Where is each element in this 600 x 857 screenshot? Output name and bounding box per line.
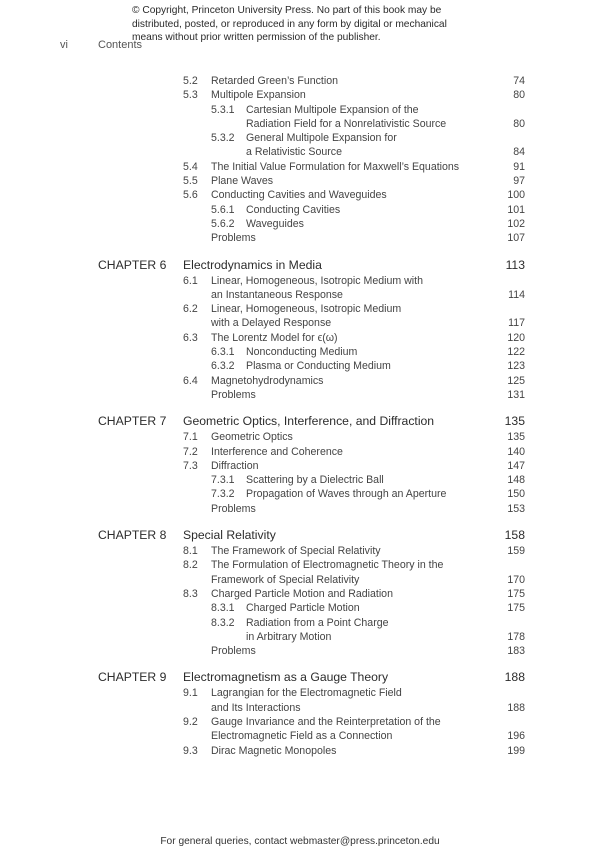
toc-entry-8-3-2[interactable]: 8.3.2 Radiation from a Point Charge — [211, 616, 389, 629]
toc-entry-5-3-1[interactable]: 5.3.1 Cartesian Multipole Expansion of the — [211, 103, 419, 116]
toc-entry-8-2[interactable]: 8.2 The Formulation of Electromagnetic Theory in the — [183, 559, 444, 572]
toc-entry-7-3[interactable]: 7.3 Diffraction 147 — [183, 459, 525, 472]
chapter-page: 158 — [504, 528, 525, 543]
toc-entry-9-1[interactable]: 9.1 Lagrangian for the Electromagnetic Field — [183, 687, 402, 700]
chapter-title: Electrodynamics in Media — [183, 257, 322, 272]
chapter-label: CHAPTER 9 — [98, 670, 167, 685]
toc-entry-6-3-1[interactable]: 6.3.1 Nonconducting Medium 122 — [211, 346, 525, 359]
toc-entry-5-3-1-cont[interactable]: Radiation Field for a Nonrelativistic Source 80 — [246, 117, 525, 130]
toc-entry-5-problems[interactable]: Problems 107 — [211, 232, 525, 245]
toc-entry-6-3-2[interactable]: 6.3.2 Plasma or Conducting Medium 123 — [211, 360, 525, 373]
toc-entry-6-3[interactable]: 6.3 The Lorentz Model for ϵ(ω) 120 — [183, 331, 525, 344]
toc-entry-6-1[interactable]: 6.1 Linear, Homogeneous, Isotropic Medium with — [183, 274, 423, 287]
toc-entry-5-6-1[interactable]: 5.6.1 Conducting Cavities 101 — [211, 203, 525, 216]
toc-entry-9-3[interactable]: 9.3 Dirac Magnetic Monopoles 199 — [183, 744, 525, 757]
toc-chapter-6[interactable] — [0, 257, 600, 274]
copyright-line: distributed, posted, or reproduced in any form by digital or mechanical — [132, 18, 447, 30]
toc-entry-5-6-2[interactable]: 5.6.2 Waveguides 102 — [211, 217, 525, 230]
toc-entry-6-4[interactable]: 6.4 Magnetohydrodynamics 125 — [183, 374, 525, 387]
toc-entry-9-2[interactable]: 9.2 Gauge Invariance and the Reinterpretation of the — [183, 715, 441, 728]
table-of-contents — [0, 74, 600, 758]
chapter-page: 135 — [504, 414, 525, 429]
toc-entry-8-2-cont[interactable]: Framework of Special Relativity 170 — [211, 573, 525, 586]
page-folio: vi — [60, 39, 68, 51]
toc-entry-8-problems[interactable]: Problems 183 — [211, 645, 525, 658]
toc-entry-7-1[interactable]: 7.1 Geometric Optics 135 — [183, 431, 525, 444]
chapter-page: 113 — [505, 257, 525, 272]
toc-entry-5-6[interactable]: 5.6 Conducting Cavities and Waveguides 100 — [183, 189, 525, 202]
chapter-label: CHAPTER 8 — [98, 528, 167, 543]
chapter-label: CHAPTER 6 — [98, 257, 167, 272]
running-head-title: Contents — [98, 39, 143, 51]
chapter-title: Electromagnetism as a Gauge Theory — [183, 670, 389, 685]
toc-entry-6-problems[interactable]: Problems 131 — [211, 388, 525, 401]
chapter-title: Geometric Optics, Interference, and Diffraction — [183, 414, 435, 429]
toc-entry-8-1[interactable]: 8.1 The Framework of Special Relativity 159 — [183, 545, 525, 558]
toc-entry-8-3[interactable]: 8.3 Charged Particle Motion and Radiation 175 — [183, 587, 525, 600]
footer-contact: For general queries, contact webmaster@press.princeton.edu — [160, 836, 440, 847]
toc-entry-6-2-cont[interactable]: with a Delayed Response 117 — [211, 317, 525, 330]
toc-chapter-7[interactable] — [0, 413, 600, 430]
toc-chapter-9[interactable] — [0, 669, 600, 686]
toc-entry-5-4[interactable]: 5.4 The Initial Value Formulation for Maxwell’s Equations 91 — [183, 160, 525, 173]
toc-entry-6-2[interactable]: 6.2 Linear, Homogeneous, Isotropic Medium — [183, 303, 402, 316]
copyright-line: © Copyright, Princeton University Press. No part of this book may be — [132, 5, 442, 16]
chapter-label: CHAPTER 7 — [98, 414, 167, 429]
toc-chapter-8[interactable] — [0, 527, 600, 544]
toc-entry-5-5[interactable]: 5.5 Plane Waves 97 — [183, 175, 525, 188]
chapter-title: Special Relativity — [183, 528, 276, 543]
toc-entry-8-3-1[interactable]: 8.3.1 Charged Particle Motion 175 — [211, 602, 525, 615]
chapter-page: 188 — [504, 670, 525, 685]
toc-entry-5-2[interactable]: 5.2 Retarded Green’s Function 74 — [183, 75, 525, 87]
toc-entry-9-2-cont[interactable]: Electromagnetic Field as a Connection 196 — [211, 730, 525, 743]
toc-entry-7-3-2[interactable]: 7.3.2 Propagation of Waves through an Aperture 150 — [211, 488, 525, 501]
toc-entry-9-1-cont[interactable]: and Its Interactions 188 — [211, 701, 525, 714]
running-head — [0, 39, 600, 53]
toc-entry-7-3-1[interactable]: 7.3.1 Scattering by a Dielectric Ball 148 — [211, 474, 525, 487]
toc-entry-8-3-2-cont[interactable]: in Arbitrary Motion 178 — [246, 630, 525, 643]
toc-entry-5-3-2[interactable]: 5.3.2 General Multipole Expansion for — [211, 132, 397, 145]
toc-entry-6-1-cont[interactable]: an Instantaneous Response 114 — [211, 288, 525, 301]
toc-entry-5-3-2-cont[interactable]: a Relativistic Source 84 — [246, 146, 525, 159]
toc-entry-7-2[interactable]: 7.2 Interference and Coherence 140 — [183, 445, 525, 458]
toc-entry-5-3[interactable]: 5.3 Multipole Expansion 80 — [183, 89, 525, 102]
copyright-line: means without prior written permission of the publisher. — [132, 32, 381, 43]
toc-entry-7-problems[interactable]: Problems 153 — [211, 502, 525, 515]
